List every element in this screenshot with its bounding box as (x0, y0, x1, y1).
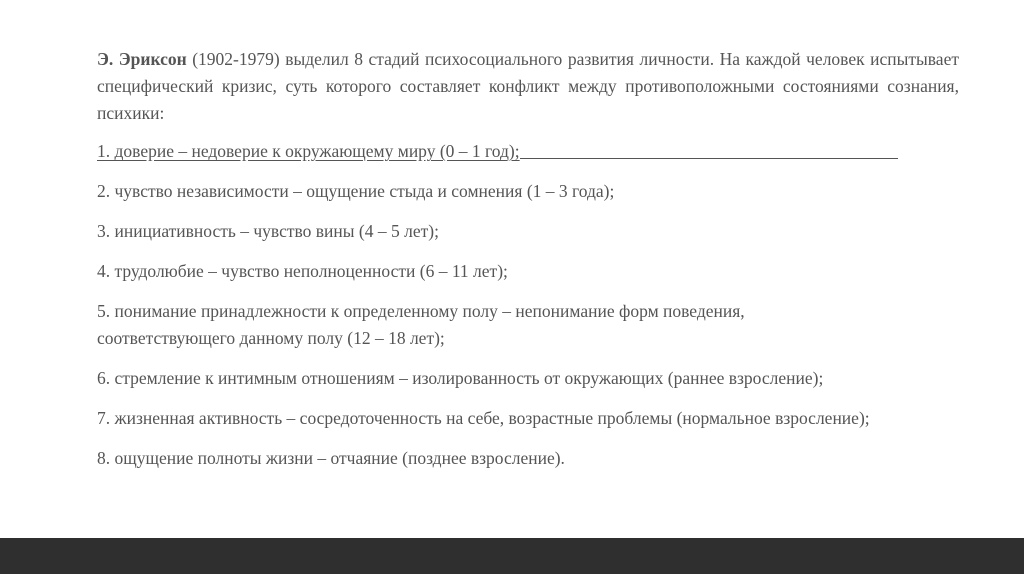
stage-item-5: 5. понимание принадлежности к определенному полу – непонимание форм поведения, соответствующего данному полу (12 – 18 лет); (97, 301, 745, 348)
stage-item-8: 8. ощущение полноты жизни – отчаяние (позднее взросление). (97, 448, 565, 468)
stages-list (97, 138, 959, 485)
stage-item-7: 7. жизненная активность – сосредоточенность на себе, возрастные проблемы (нормальное взросление); (97, 408, 870, 428)
author-name: Э. Эриксон (97, 49, 187, 69)
intro-paragraph (97, 46, 959, 127)
underline-line (520, 157, 898, 159)
footer-bar (0, 538, 1024, 574)
stage-item-1 (97, 138, 959, 165)
stage-item-4: 4. трудолюбие – чувство неполноценности (6 – 11 лет); (97, 261, 508, 281)
stage-item-2: 2. чувство независимости – ощущение стыда и сомнения (1 – 3 года); (97, 181, 615, 201)
stage-text-1: 1. доверие – недоверие к окружающему миру (0 – 1 год); (97, 141, 520, 161)
stage-item-3: 3. инициативность – чувство вины (4 – 5 лет); (97, 221, 439, 241)
stage-item-6: 6. стремление к интимным отношениям – изолированность от окружающих (раннее взросление); (97, 368, 824, 388)
intro-text: (1902-1979) выделил 8 стадий психосоциального развития личности. На каждой человек испытывает специфический кризис, суть которого составляет конфликт между противоположными состояниями сознания, психики: (97, 49, 959, 123)
